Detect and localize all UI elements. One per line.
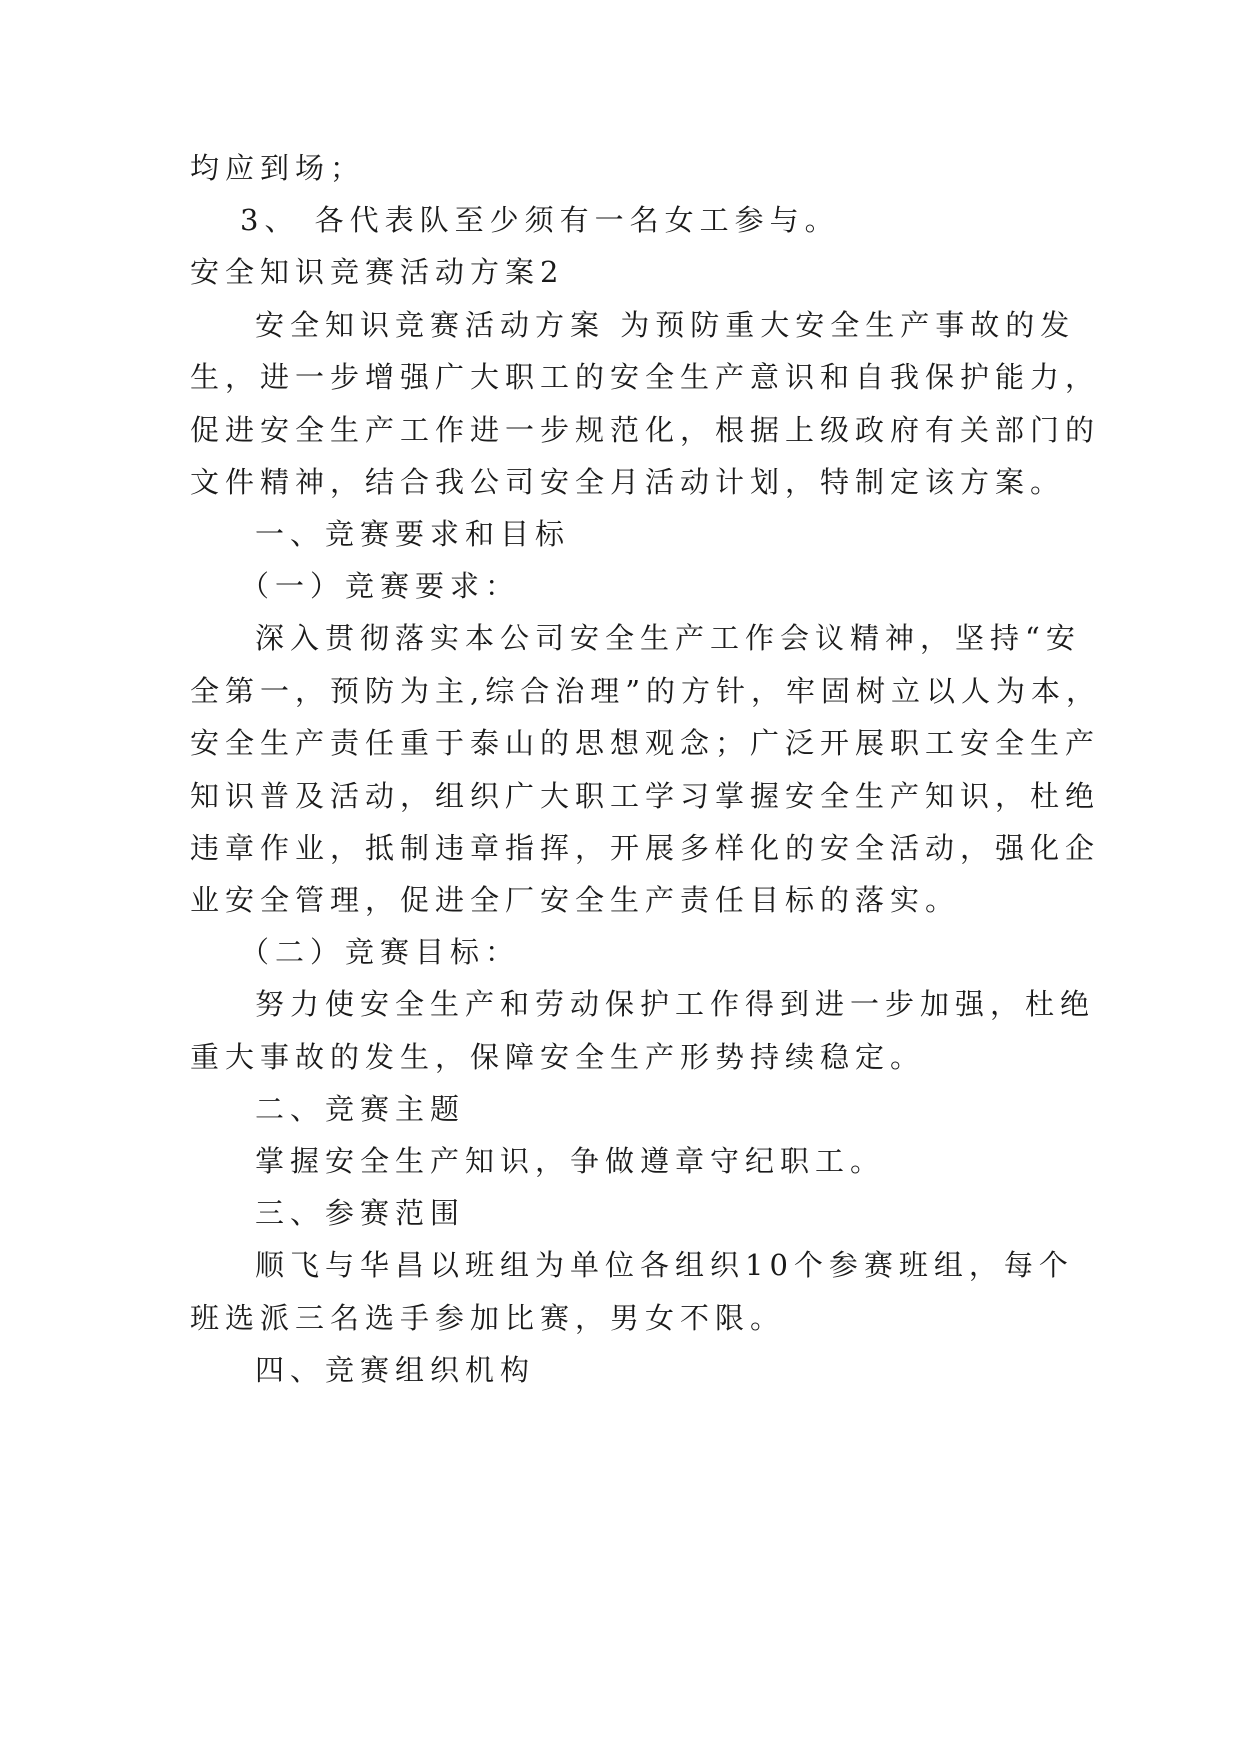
paragraph-line: 顺飞与华昌以班组为单位各组织10个参赛班组，每个 [255,1248,1074,1282]
paragraph-line: 知识普及活动，组织广大职工学习掌握安全生产知识，杜绝 [190,779,1101,813]
paragraph-line: 违章作业，抵制违章指挥，开展多样化的安全活动，强化企 [190,831,1101,865]
paragraph-line: 班选派三名选手参加比赛，男女不限。 [190,1301,786,1335]
paragraph-line: 文件精神，结合我公司安全月活动计划，特制定该方案。 [190,465,1066,499]
section-heading-plan-2: 安全知识竞赛活动方案2 [190,255,565,289]
paragraph-line: 业安全管理，促进全厂安全生产责任目标的落实。 [190,883,961,917]
paragraph-line: 安全生产责任重于泰山的思想观念；广泛开展职工安全生产 [190,726,1101,760]
paragraph-line: 重大事故的发生，保障安全生产形势持续稳定。 [190,1040,926,1074]
text-line: 均应到场； [190,151,366,185]
paragraph-line: 掌握安全生产知识，争做遵章守纪职工。 [255,1144,886,1178]
paragraph-line: 努力使安全生产和劳动保护工作得到进一步加强，杜绝 [255,987,1096,1021]
heading-scope: 三、参赛范围 [255,1196,466,1230]
paragraph-line: 全第一，预防为主,综合治理”的方针，牢固树立以人为本， [190,674,1102,708]
paragraph-line: 促进安全生产工作进一步规范化，根据上级政府有关部门的 [190,413,1101,447]
heading-organization: 四、竞赛组织机构 [255,1353,536,1387]
list-item-3: 3、 各代表队至少须有一名女工参与。 [240,203,840,237]
subheading-goals: （二）竞赛目标： [240,935,521,969]
heading-requirements-goals: 一、竞赛要求和目标 [255,517,571,551]
heading-theme: 二、竞赛主题 [255,1092,466,1126]
paragraph-line: 安全知识竞赛活动方案 为预防重大安全生产事故的发 [255,308,1076,342]
paragraph-line: 生，进一步增强广大职工的安全生产意识和自我保护能力， [190,360,1101,394]
paragraph-line: 深入贯彻落实本公司安全生产工作会议精神，坚持“安 [255,621,1081,655]
subheading-requirements: （一）竞赛要求： [240,569,521,603]
